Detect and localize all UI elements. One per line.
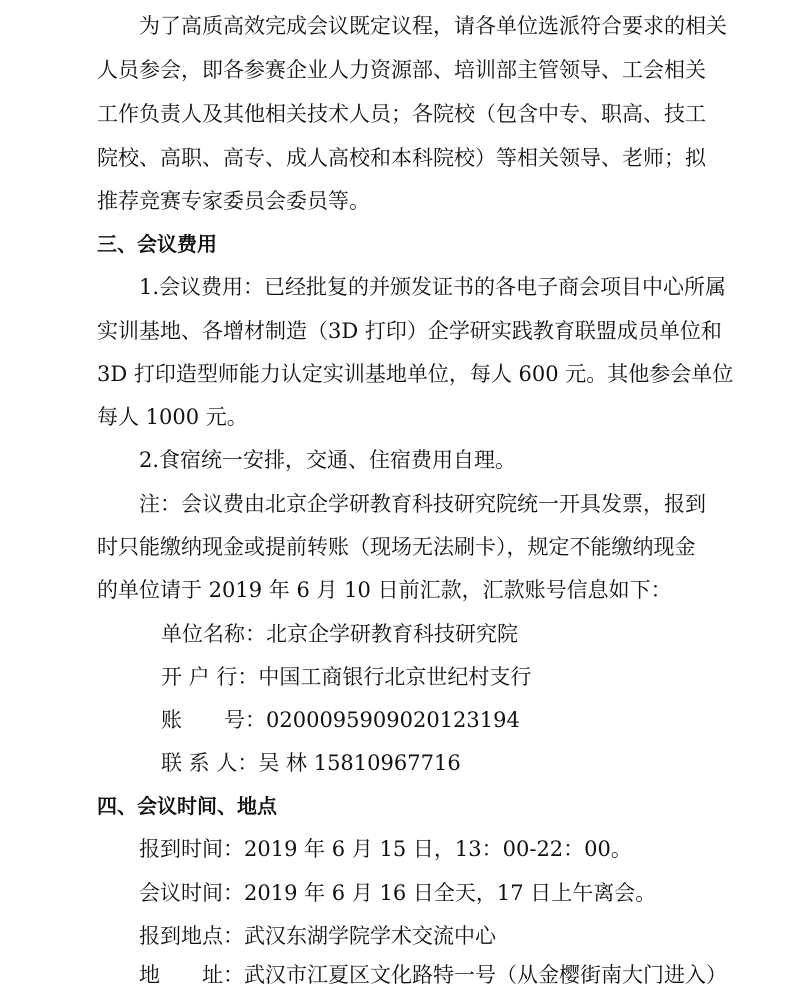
para-attendees-line-2: 人员参会，即各参赛企业人力资源部、培训部主管领导、工会相关: [97, 58, 706, 82]
account-contact-row: [161, 749, 461, 777]
account-bank-value: 中国工商银行北京世纪村支行: [258, 665, 532, 689]
checkin-time: 报到时间：2019 年 6 月 15 日，13：00-22：00。: [139, 837, 632, 861]
account-name-label: 单位名称：: [161, 622, 266, 646]
section-heading-time-place: 四、会议时间、地点: [97, 794, 277, 818]
address-value: 武汉市江夏区文化路特一号（从金樱街南大门进入）: [244, 963, 727, 987]
account-contact-label: 联 系 人：: [161, 751, 259, 775]
account-number-row: [161, 706, 520, 734]
para-attendees-line-1: 为了高质高效完成会议既定议程，请各单位选派符合要求的相关: [139, 14, 727, 38]
fee-item-1-line-2: 实训基地、各增材制造（3D 打印）企学研实践教育联盟成员单位和: [97, 319, 722, 343]
account-number-value: 0200095909020123194: [266, 708, 520, 732]
address-label: 地 址：: [139, 963, 244, 987]
fee-item-1-line-4: 每人 1000 元。: [97, 405, 248, 429]
fee-note-line-1: 注：会议费由北京企学研教育科技研究院统一开具发票，报到: [139, 492, 706, 516]
checkin-place: 报到地点：武汉东湖学院学术交流中心: [139, 924, 496, 948]
account-number-label: 账 号：: [161, 708, 266, 732]
account-name-value: 北京企学研教育科技研究院: [266, 622, 518, 646]
fee-item-1-line-3: 3D 打印造型师能力认定实训基地单位，每人 600 元。其他参会单位: [97, 362, 734, 386]
address-row: [139, 961, 727, 989]
account-contact-value: 吴 林 15810967716: [258, 751, 461, 775]
fee-note-line-2: 时只能缴纳现金或提前转账（现场无法刷卡），规定不能缴纳现金: [97, 535, 696, 559]
fee-item-1-line-1: 1.会议费用：已经批复的并颁发证书的各电子商会项目中心所属: [139, 275, 727, 299]
section-heading-fees: 三、会议费用: [97, 232, 217, 256]
account-name-row: [161, 620, 518, 648]
account-bank-row: [161, 663, 531, 691]
fee-note-line-3: 的单位请于 2019 年 6 月 10 日前汇款，汇款账号信息如下：: [97, 578, 672, 602]
para-attendees-line-3: 工作负责人及其他相关技术人员；各院校（包含中专、职高、技工: [97, 102, 706, 126]
para-attendees-line-4: 院校、高职、高专、成人高校和本科院校）等相关领导、老师；拟: [97, 146, 706, 170]
para-attendees-line-5: 推荐竞赛专家委员会委员等。: [97, 189, 370, 213]
fee-item-2: 2.食宿统一安排，交通、住宿费用自理。: [139, 448, 517, 472]
meeting-time: 会议时间：2019 年 6 月 16 日全天，17 日上午离会。: [139, 881, 657, 905]
account-bank-label: 开 户 行：: [161, 665, 259, 689]
